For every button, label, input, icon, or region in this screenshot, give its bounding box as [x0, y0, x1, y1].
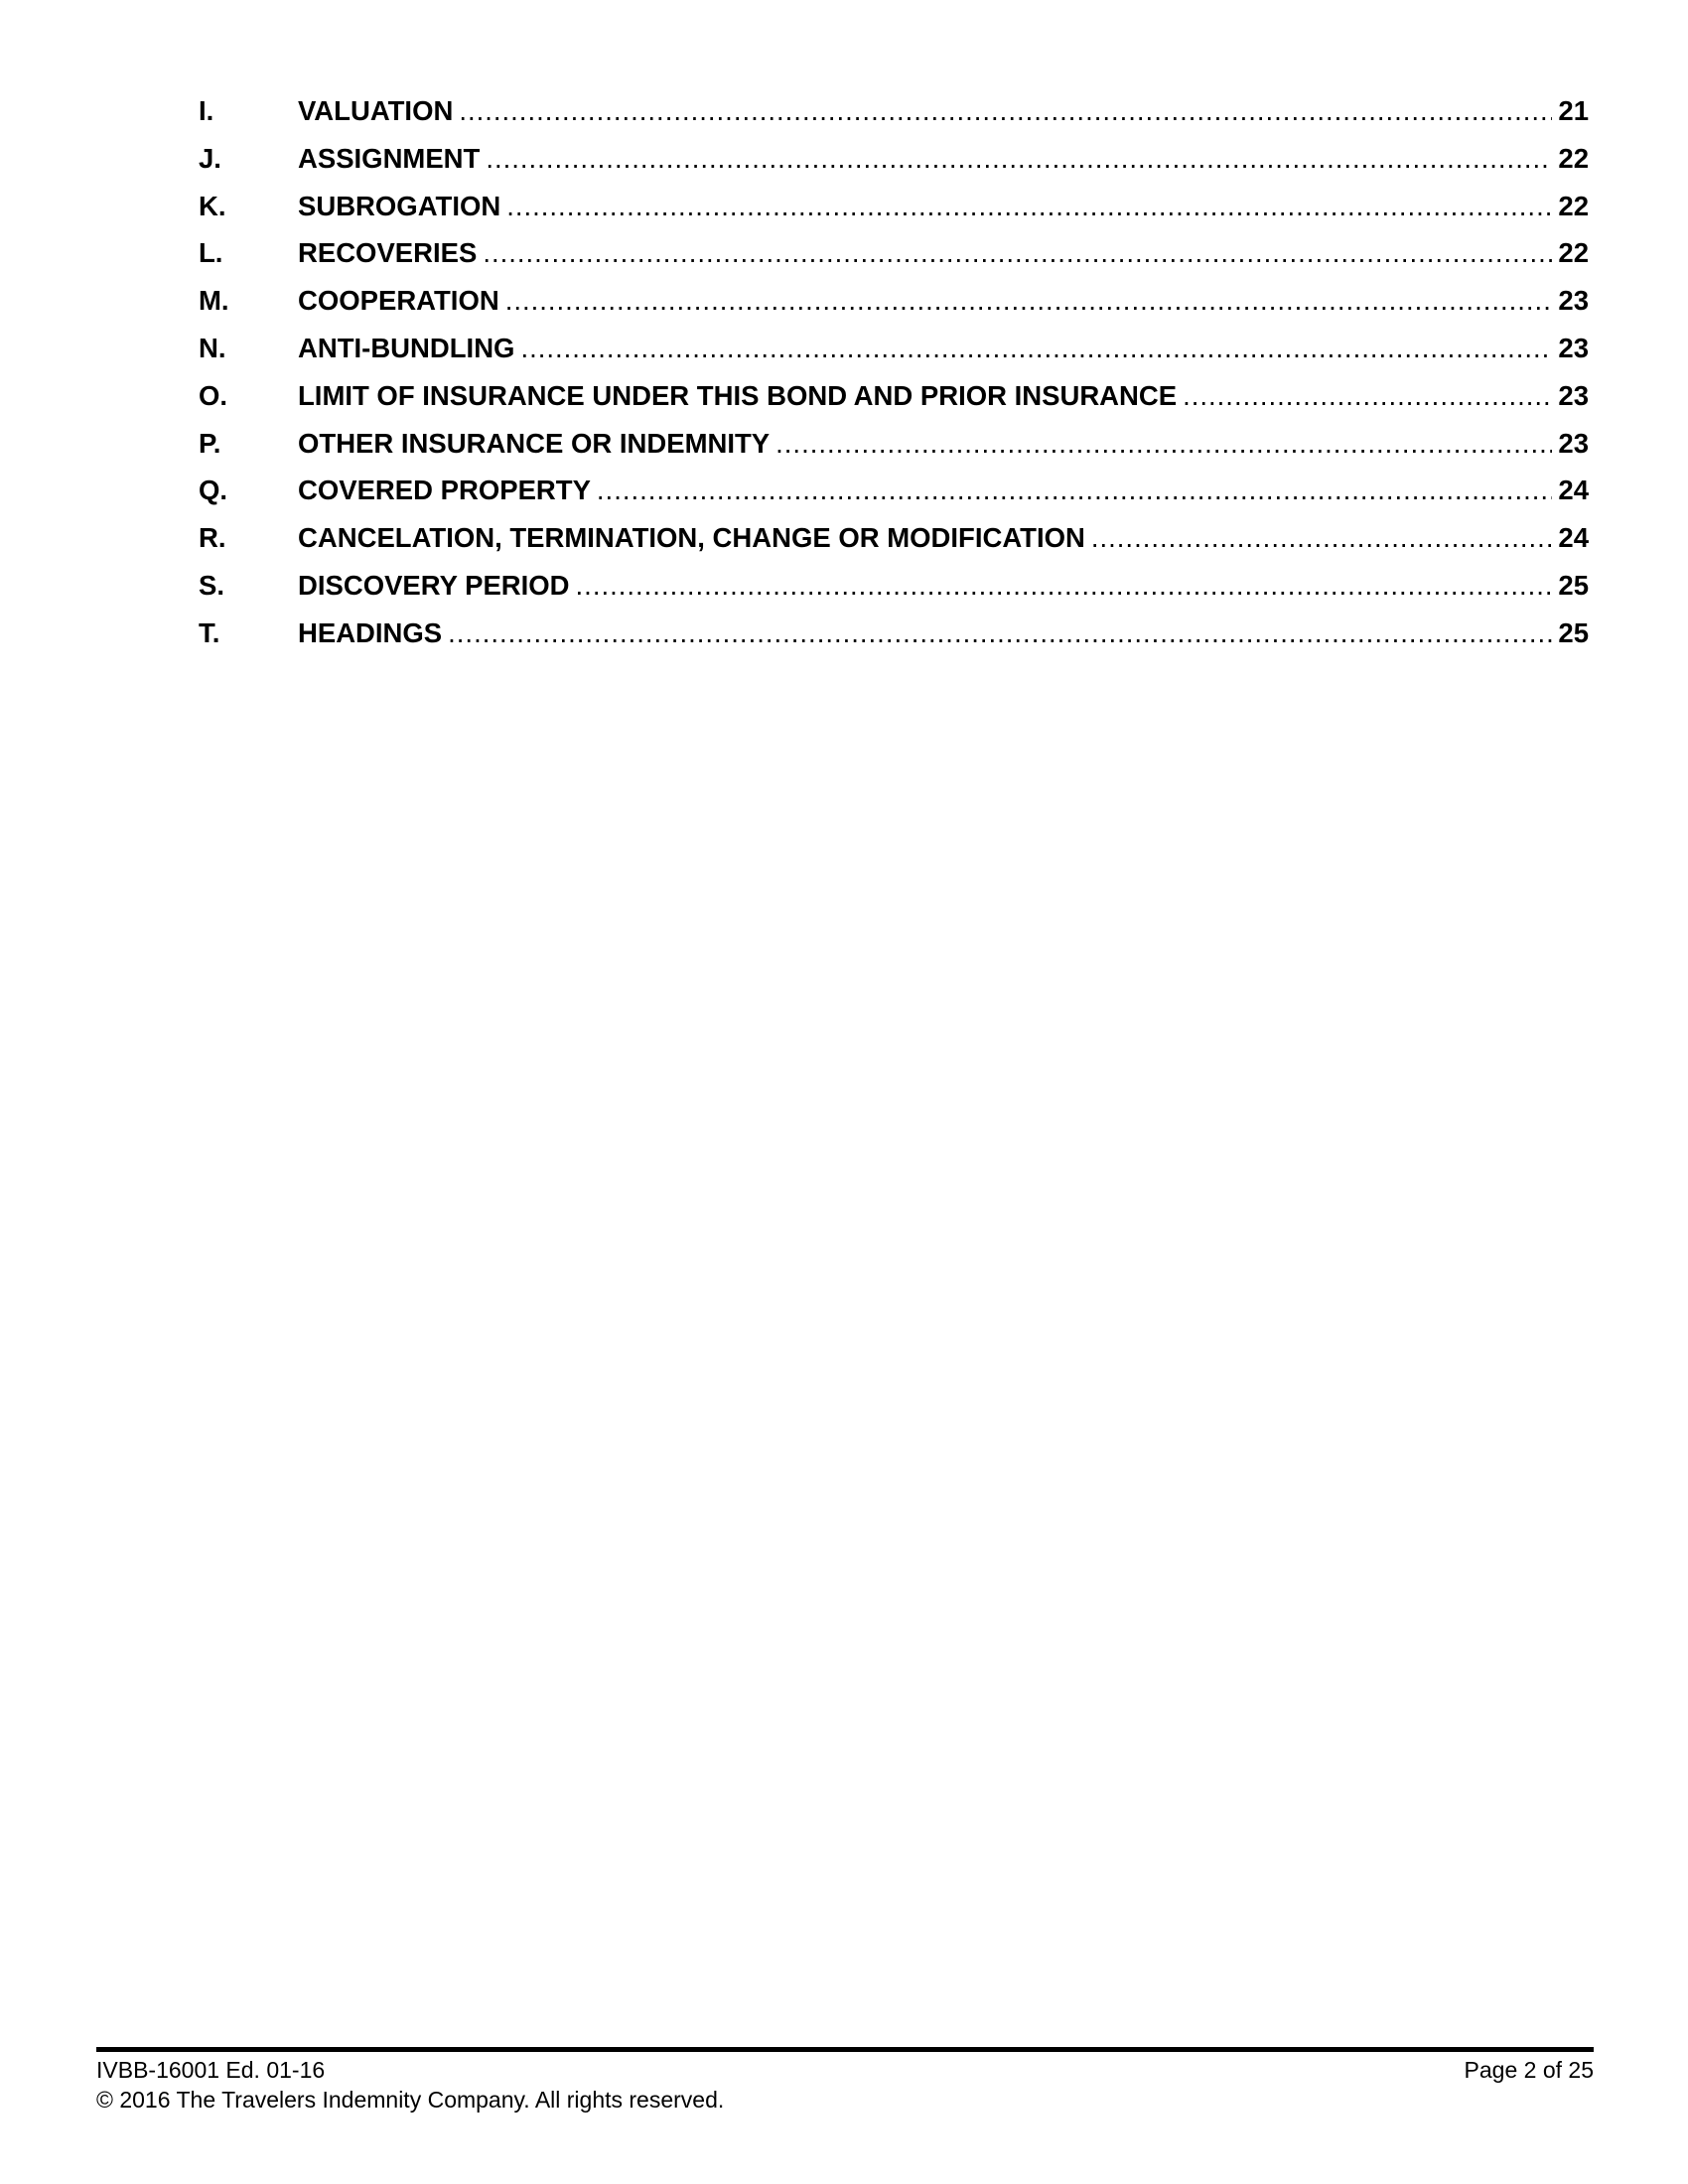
- toc-entry[interactable]: [199, 87, 1589, 135]
- toc-dot-leader: [597, 467, 1552, 514]
- toc-entry[interactable]: [199, 135, 1589, 183]
- footer-info-line: [96, 2055, 1594, 2085]
- toc-entry-title: LIMIT OF INSURANCE UNDER THIS BOND AND PRIOR INSURANCE: [298, 379, 1178, 411]
- toc-entry-title: ANTI-BUNDLING: [298, 332, 515, 363]
- toc-entry[interactable]: [199, 467, 1589, 514]
- toc-dot-leader: [448, 610, 1552, 657]
- footer-divider: [96, 2047, 1594, 2052]
- toc-entry-letter: L.: [199, 237, 223, 269]
- form-id: IVBB-16001 Ed. 01-16: [96, 2057, 326, 2083]
- toc-entry-title: RECOVERIES: [298, 237, 478, 269]
- page-footer: [96, 2047, 1594, 2115]
- toc-entry-letter: Q.: [199, 475, 228, 506]
- toc-dot-leader: [1091, 514, 1553, 562]
- toc-dot-leader: [576, 562, 1553, 610]
- toc-entry-title: HEADINGS: [298, 616, 443, 648]
- toc-entry-letter: S.: [199, 569, 224, 601]
- toc-entry[interactable]: [199, 277, 1589, 325]
- toc-dot-leader: [505, 277, 1553, 325]
- toc-entry-page: 23: [1558, 285, 1589, 317]
- toc-entry-title: COVERED PROPERTY: [298, 475, 591, 506]
- toc-entry-title: SUBROGATION: [298, 190, 501, 221]
- toc-entry-letter: O.: [199, 379, 228, 411]
- toc-entry-page: 22: [1558, 237, 1589, 269]
- toc-entry-page: 23: [1558, 379, 1589, 411]
- toc-entry[interactable]: [199, 420, 1589, 468]
- toc-entry-title: ASSIGNMENT: [298, 142, 481, 174]
- page-number: Page 2 of 25: [1464, 2057, 1594, 2083]
- toc-dot-leader: [459, 87, 1552, 135]
- toc-dot-leader: [520, 325, 1552, 372]
- toc-entry[interactable]: [199, 183, 1589, 230]
- toc-entry-letter: M.: [199, 285, 229, 317]
- copyright-notice: © 2016 The Travelers Indemnity Company. All rights reserved.: [96, 2087, 725, 2113]
- toc-entry-page: 24: [1558, 475, 1589, 506]
- toc-entry-page: 21: [1558, 95, 1589, 126]
- toc-entry-page: 23: [1558, 332, 1589, 363]
- toc-entry-page: 22: [1558, 190, 1589, 221]
- toc-entry-title: VALUATION: [298, 95, 454, 126]
- toc-dot-leader: [775, 420, 1552, 468]
- toc-entry[interactable]: [199, 514, 1589, 562]
- toc-entry-letter: J.: [199, 142, 221, 174]
- toc-entry-title: COOPERATION: [298, 285, 499, 317]
- toc-dot-leader: [506, 183, 1552, 230]
- toc-entry[interactable]: [199, 325, 1589, 372]
- toc-entry-letter: T.: [199, 616, 220, 648]
- toc-entry-letter: P.: [199, 427, 221, 459]
- toc-dot-leader: [486, 135, 1552, 183]
- toc-entry-letter: R.: [199, 522, 226, 554]
- toc-entry-letter: K.: [199, 190, 226, 221]
- toc-entry-page: 23: [1558, 427, 1589, 459]
- toc-dot-leader: [1183, 372, 1552, 420]
- toc-entry[interactable]: [199, 372, 1589, 420]
- toc-entry-page: 22: [1558, 142, 1589, 174]
- toc-entry-title: DISCOVERY PERIOD: [298, 569, 570, 601]
- toc-entry[interactable]: [199, 562, 1589, 610]
- toc-entry-letter: N.: [199, 332, 226, 363]
- toc-entry-title: CANCELATION, TERMINATION, CHANGE OR MODIFICATION: [298, 522, 1085, 554]
- toc-entry[interactable]: [199, 229, 1589, 277]
- toc-entry-page: 25: [1558, 616, 1589, 648]
- toc-entry-title: OTHER INSURANCE OR INDEMNITY: [298, 427, 771, 459]
- table-of-contents: [199, 87, 1589, 657]
- toc-entry-letter: I.: [199, 95, 214, 126]
- toc-dot-leader: [483, 229, 1552, 277]
- toc-entry[interactable]: [199, 610, 1589, 657]
- toc-entry-page: 24: [1558, 522, 1589, 554]
- toc-entry-page: 25: [1558, 569, 1589, 601]
